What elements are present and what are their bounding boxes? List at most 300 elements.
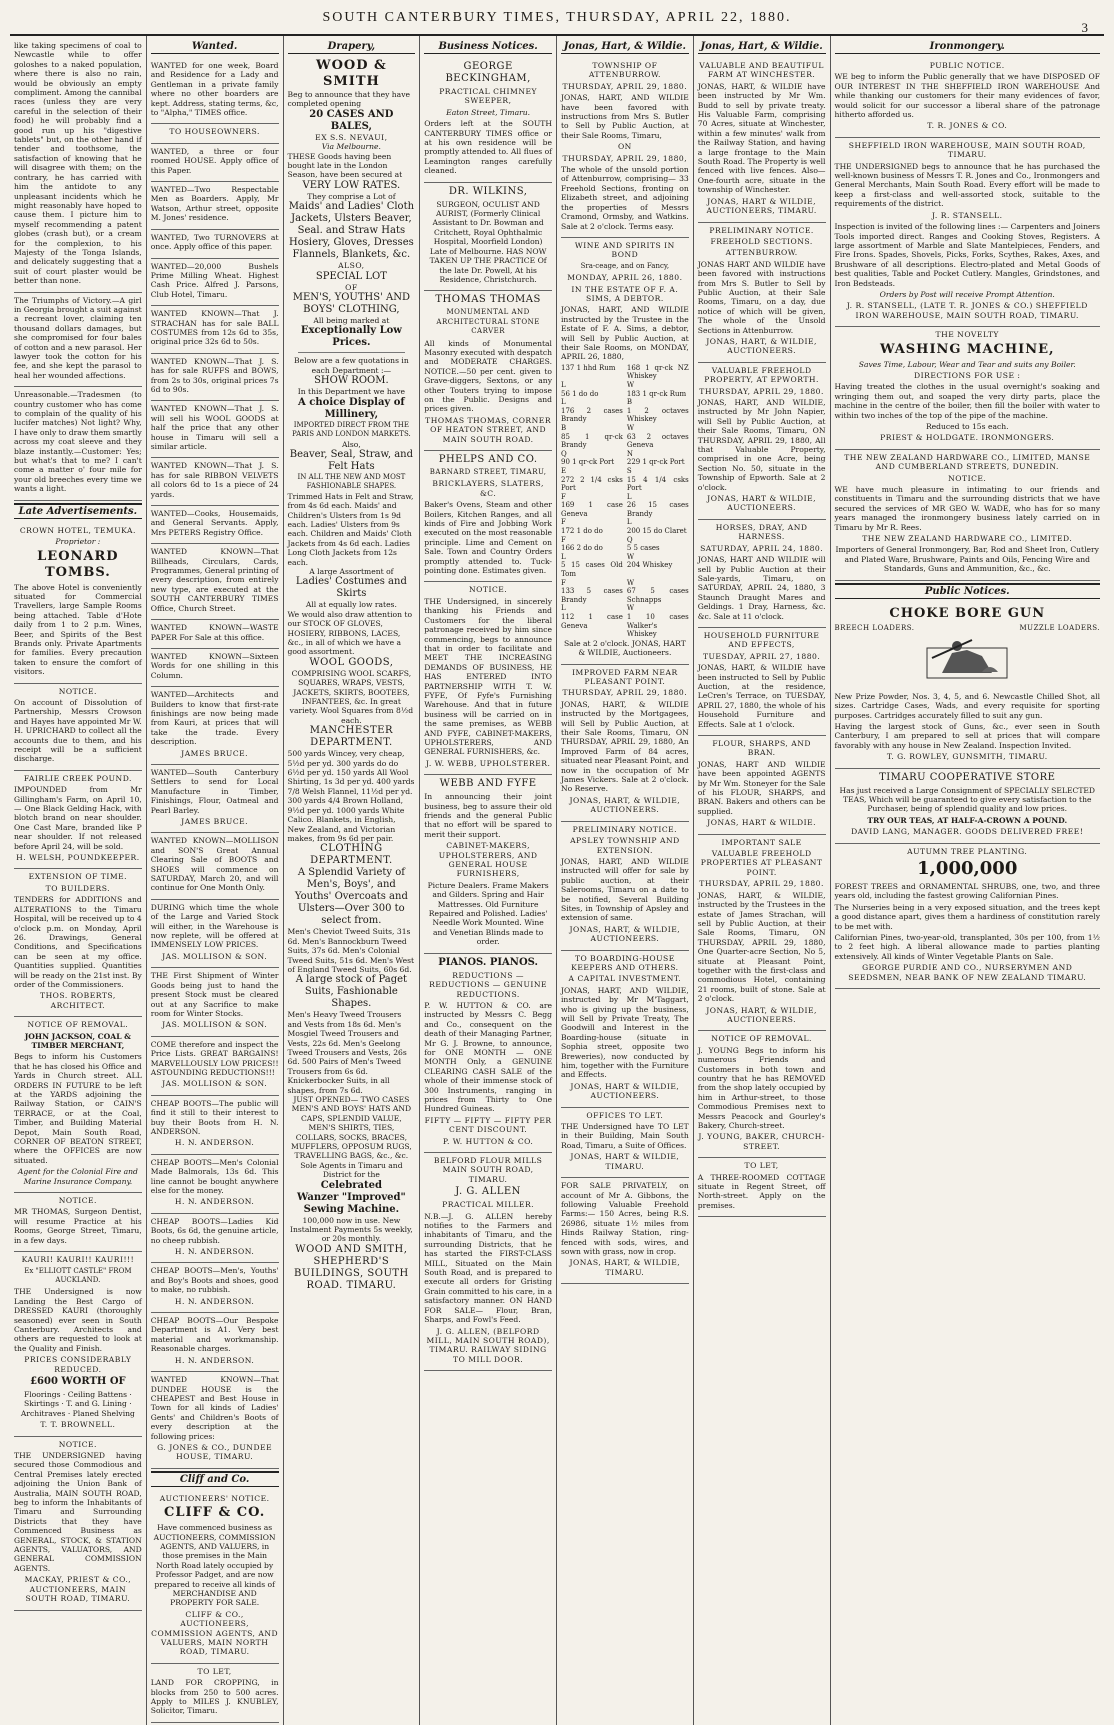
ad-signature: H. N. ANDERSON. <box>174 1247 255 1257</box>
ad-signature: DAVID LANG, MANAGER. GOODS DELIVERED FREE! <box>851 827 1084 837</box>
ad-body: The above Hotel is conveniently situated for Commercial Travellers, large Sample Rooms being attached. Table d'Hote daily from 1 to 2 p.m. Wines, Beer, and Spirits of the Best Brands only. Private Apartments for families. Every precaution taken to ensure the comfort of visitors. <box>14 582 142 677</box>
ad-title: CABINET-MAKERS, UPHOLSTERERS, AND GENERAL HOUSE FURNISHERS, <box>438 841 538 879</box>
ad-subtitle: Also, <box>341 439 361 449</box>
ad-body: Men's Heavy Tweed Trousers and Vests from 18s 6d. Men's Mosgiel Tweed Trousers and Vests, 22s 6d. Men's Geelong Tweed Trousers and Vests, 26s 6d. 500 Pairs of Men's Tweed Trousers from 6s 6d. Knickerbocker Suits, in all shapes, from 7s 6d. <box>287 1010 407 1095</box>
ad-headline: Exceptionally Low Prices. <box>300 325 402 349</box>
ad-subtitle: ATTENBURROW. <box>725 248 798 258</box>
ad-body: Men's Cheviot Tweed Suits, 31s 6d. Men's Bannockburn Tweed Suits, 37s 6d. Men's Colonial Tweed Suits, 51s 6d. Men's West of England Tweed Suits, 60s 6d. <box>287 927 415 974</box>
ad-signature: JAS. MOLLISON & SON. <box>162 1020 268 1030</box>
wine-entry: 63 2 octaves Geneva <box>626 432 689 450</box>
wine-entry: 112 1 case Geneva <box>561 613 623 630</box>
ad-signature: P. W. HUTTON & CO. <box>442 1136 534 1146</box>
ad-headline: Maids' and Ladies' Cloth Jackets, Ulsters Beaver, Seal. and Straw Hats Hosiery, Gloves, Dresses Flannels, Blankets, &c. <box>288 201 415 261</box>
ad-body: In this Department we have <box>297 387 406 397</box>
ad-body: JONAS, HART, & WILDIE instructed by the Mortgagees, will Sell by Public Auction, at their Sale Rooms, Timaru, ON THURSDAY, APRIL 29, 1880, An Improved Farm of 84 acres, situated near Pleasant Point, and now in the occupation of Mr James Vickers. Sale at 2 o'clock. No Reserve. <box>561 699 689 794</box>
ad-body: In announcing their joint business, beg to assure their old friends and the general Public that no effort will be spared to merit their support. <box>424 792 552 839</box>
ad-body: FOREST TREES and ORNAMENTAL SHRUBS, one, two, and three years old, including the fastest growing Californian Pines. <box>834 881 1100 901</box>
ad-subtitle: A large Assortment of <box>309 566 394 576</box>
ad-body: THE UNDERSIGNED having secured those Commodious and Central Premises lately erected adjoining the Union Bank of Australia, MAIN SOUTH ROAD, beg to inform the Inhabitants of Timaru and Surrounding Districts that they have Commenced Business as GENERAL, STOCK, & STATION AGENTS, VALUATORS, AND GENERAL COMMISSION AGENTS. <box>14 1451 142 1573</box>
ad-subtitle: THE NOVELTY <box>935 330 999 340</box>
ad-body: Having treated the clothes in the usual overnight's soaking and wringing them out, and soaped the very dirty parts, place the machine in the centre of the boiler, then fill the boiler with water to within two inches of the top of the pipe of the machine. <box>834 382 1100 420</box>
ad-title: VALUABLE AND BEAUTIFUL FARM AT WINCHESTER. <box>699 61 824 80</box>
ad-body: FOR SALE PRIVATELY, on account of Mr A. Gibbons, the following Valuable Freehold Farms:— 150 Acres, being R.S. 26986, situate 1½ miles from Hinds Railway Station, ring-fenced with sods, wires, and sown with grass, now in crop. <box>561 1181 689 1256</box>
ad-body: JONAS, HART, AND WILDIE, instructed by Mr M'Taggart, who is giving up the business, will Sell by Private Treaty, The Goodwill and Interest in the Boarding-house (situate in Sophia street, opposite two Breweries), now conducted by him, together with the Furniture and Effects. <box>561 985 689 1080</box>
section-heading: Drapery, <box>288 40 416 54</box>
ad-date: THURSDAY, APRIL 29, 1880. <box>699 879 824 889</box>
classified-ad: THE First Shipment of Winter Goods being just to hand the present Stock must be cleared out at any Sacrifice to make room for Winter Stocks. <box>150 971 279 1018</box>
ad-body: THESE Goods having been bought late in the London Season, have been secured at <box>287 151 403 180</box>
ad-signature: Sale at 2 o'clock. JONAS, HART & WILDIE, Auctioneers. <box>563 638 686 658</box>
ad-body: Having the largest stock of Guns, &c., ever seen in South Canterbury, I am prepared to sell at prices that will compare favorably with any house in New Zealand. Inspection Invited. <box>834 721 1100 750</box>
ad-signature: J. G. ALLEN, (BELFORD MILL, MAIN SOUTH ROAD), TIMARU. RAILWAY SIDING TO MILL DOOR. <box>426 1326 550 1364</box>
ad-subtitle: NOTICE. <box>948 473 987 483</box>
ad-title: TO LET, <box>197 1666 232 1676</box>
classified-ad: WANTED KNOWN—That J. S. has for sale RIBBON VELVETS all colors 6d to 1s a piece of 24 yards. <box>150 461 279 499</box>
ad-title: IN THE ESTATE OF F. A. SIMS, A DEBTOR. <box>571 284 679 303</box>
ad-signature: H. WELSH, POUNDKEEPER. <box>16 853 140 863</box>
ad-date: TUESDAY, APRIL 27, 1880. <box>702 651 821 661</box>
ad-title: NOTICE. <box>469 585 508 595</box>
column-7 <box>831 36 1105 1725</box>
ad-name: WOOD & SMITH <box>315 58 387 89</box>
ad-body: Sole Agents in Timaru and District for the <box>300 1160 403 1180</box>
ad-subtitle: All at equally low rates. <box>305 600 397 610</box>
ad-headline: Celebrated <box>320 1179 382 1191</box>
ad-signature: J. YOUNG, BAKER, CHURCH-STREET. <box>698 1132 825 1151</box>
ad-body: JONAS, HART, AND WILDIE have been favored with instructions from Mrs S. Butler to Sell by Public Auction, at their Sale Rooms, Timaru, <box>561 93 689 140</box>
classified-ad: WANTED KNOWN—That DUNDEE HOUSE is the CHEAPEST and Best House in Town for all kinds of Ladies' Gents' and Children's Boots of every description at the following prices: <box>150 1375 279 1441</box>
ad-name: J. G. ALLEN <box>455 1186 521 1198</box>
ad-title: FIFTY — FIFTY — FIFTY PER CENT DISCOUNT. <box>424 1115 552 1135</box>
ad-title: EXTENSION OF TIME. <box>28 872 128 882</box>
ad-name: LEONARD TOMBS. <box>37 548 119 580</box>
ad-body: WE have much pleasure in intimating to our friends and constituents in Timaru and the surrounding districts that we have secured the services of MR GEO W. WADE, who has for so many years managed the ironmongery business lately carried on in Timaru by Mr R. Rees. <box>834 485 1100 532</box>
article-paragraph: Unreasonable.—Tradesmen (to country customer who has come to complain of the quality of his lucifer matches) Not light? Why, I have only to draw them smartly across my coat sleeve and they blaze instantly.—Customer: Yes; but what's that to me? I can't come a matter o' four mile for your old breeches every time we wants a light. <box>14 390 142 494</box>
ad-title: THE NEW ZEALAND HARDWARE CO., LIMITED, MANSE AND CUMBERLAND STREETS, DUNEDIN. <box>844 452 1091 472</box>
ad-subtitle: ALSO, <box>338 261 365 271</box>
classified-ad: TO HOUSEOWNERS. <box>169 127 260 137</box>
ad-body: New Prize Powder, Nos. 3, 4, 5, and 6. Newcastle Chilled Shot, all sizes. Cartridge Cases, Wads, and every requisite for sporting purposes. Cartridges accurately filled to suit any gun. <box>834 691 1100 720</box>
ad-body: 100,000 now in use. New Instalment Payments 5s weekly, or 20s monthly. <box>290 1215 413 1244</box>
ad-title: TO BOARDING-HOUSE KEEPERS AND OTHERS. <box>571 953 679 972</box>
section-heading: Late Advertisements. <box>14 503 142 519</box>
classified-ad: CHEAP BOOTS—Ladies Kid Boots, 6s 6d, the genuine article, no cheep rubbish. <box>150 1216 279 1245</box>
wine-entry: W <box>626 552 635 561</box>
ad-subtitle: IMPORTED DIRECT FROM THE PARIS AND LONDON MARKETS. <box>292 420 411 439</box>
ad-name: THOMAS THOMAS <box>435 294 541 306</box>
ad-headline: VERY LOW RATES. <box>302 179 401 191</box>
ad-title: WINE AND SPIRITS IN BOND <box>574 240 675 260</box>
ad-headline: Ladies' Costumes and Skirts <box>295 576 407 600</box>
wine-entry: E <box>561 466 567 475</box>
wine-entry: 200 15 do Claret <box>626 527 687 536</box>
classified-ad: COME therefore and inspect the Price Lists. GREAT BARGAINS! MARVELLOUSLY LOW PRICES!! ASTOUNDING REDUCTIONS!!! <box>150 1039 279 1077</box>
wine-entry: 169 1 case Geneva <box>561 501 623 518</box>
ad-date: THURSDAY, APRIL 29, 1880. <box>562 81 688 91</box>
ad-signature: THE NEW ZEALAND HARDWARE CO., LIMITED. <box>862 534 1073 544</box>
ad-subtitle: Ex "ELLIOTT CASTLE" FROM AUCKLAND. <box>24 1266 132 1284</box>
ad-title: TRY OUR TEAS, AT HALF-A-CROWN A POUND. <box>867 815 1068 825</box>
wine-entry: N <box>626 449 633 458</box>
classified-ad: WANTED KNOWN—That J. S. will sell his WOOL GOODS at half the price that any other house in Timaru will sell a similar article. <box>150 404 279 451</box>
wine-entry: 176 2 cases Brandy <box>561 406 623 424</box>
ad-title: TOWNSHIP OF ATTENBURROW. <box>588 61 661 80</box>
column-6 <box>694 36 831 1725</box>
wine-entry: 67 5 cases Schnapps <box>626 587 689 604</box>
ad-name: JOHN JACKSON, COAL & TIMBER MERCHANT, <box>24 1031 132 1050</box>
ad-signature: JAMES BRUCE. <box>181 817 249 826</box>
ad-subtitle: Proprietor : <box>55 537 101 547</box>
ad-body: 500 yards Wincey, very cheap, 5½d per yd. 300 yards do do 6½d per yd. 150 yards All Wool Shirting, 1s 3d per yd. 400 yards 7/8 Welsh Flannel, 11½d per yd. 300 yards 4/4 Brown Holland, 9½d per yd. 1000 yards White Calico. Blankets, in English, New Zealand, and Victorian makes, from 9s 6d per pair. <box>287 749 415 843</box>
ad-body: A THREE-ROOMED COTTAGE situate in Regent Street, off North-street. Apply on the premises. <box>697 1172 826 1210</box>
ad-body: JONAS, HART, & WILDIE have been instructed to Sell by Public Auction, at the residence, LeCren's Terrace, on TUESDAY, APRIL 27, 1880, the whole of his Household Furniture and Effects. Sale at 1 o'clock. <box>697 663 826 729</box>
wine-entry: 229 1 qr-ck Port <box>626 458 685 467</box>
column-3 <box>284 36 421 1725</box>
column-1 <box>10 36 147 1725</box>
ad-signature: J. R. STANSELL, (LATE T. R. JONES & CO.) SHEFFIELD IRON WAREHOUSE, MAIN SOUTH ROAD, TIMARU. <box>846 301 1088 320</box>
ad-signature: THOMAS THOMAS, CORNER OF HEATON STREET, AND MAIN SOUTH ROAD. <box>425 415 552 444</box>
ad-signature: T. T. BROWNELL. <box>40 1420 116 1430</box>
ad-signature: JONAS, HART, & WILDIE, AUCTIONEERS. <box>569 924 681 944</box>
classified-ad: WANTED, Two TURNOVERS at once. Apply office of this paper. <box>150 232 279 252</box>
wine-entry: 90 1 qr-ck Port <box>561 458 615 467</box>
ad-title: FREEHOLD SECTIONS. <box>710 236 813 246</box>
ad-title: HORSES, DRAY, AND HARNESS. <box>715 522 808 542</box>
ad-headline: MANCHESTER DEPARTMENT. <box>309 725 393 749</box>
ad-body: They comprise a Lot of <box>307 191 396 201</box>
ad-headline: Beaver, Seal, Straw, and Felt Hats <box>289 448 414 472</box>
ad-body: Orders left at the SOUTH CANTERBURY TIMES office or at his own residence will be promptly attended to. All flues of Leamington ranges carefully cleaned. <box>424 119 552 176</box>
classified-ad: WANTED KNOWN—That J. S. has for sale RUFFS and BOWS, from 2s to 30s, original prices 7s 6d to 90s. <box>150 356 279 394</box>
ad-subtitle: VALUABLE FREEHOLD PROPERTIES AT PLEASANT POINT. <box>700 849 823 877</box>
ad-footnote: Orders by Post will receive Prompt Attention. <box>879 289 1055 299</box>
ad-body: The Nurseries being in a very exposed situation, and the trees kept a good distance apart, gives them a hardiness of constitution rarely to be met with. <box>834 902 1100 931</box>
classified-ad: CHEAP BOOTS—The public will find it still to their interest to buy their Boots from H. N. ANDERSON. <box>150 1098 279 1136</box>
column-4 <box>420 36 557 1725</box>
ad-headline: CLOTHING DEPARTMENT. <box>310 843 393 867</box>
ad-title: PRELIMINARY NOTICE. <box>709 225 814 235</box>
ad-headline: SPECIAL LOT <box>315 270 387 282</box>
ad-headline: Wanzer "Improved" Sewing Machine. <box>297 1191 406 1215</box>
ad-name: WEBB AND FYFE <box>439 778 537 790</box>
wine-entry: 133 5 cases Brandy <box>561 587 623 604</box>
ad-headline: TIMARU COOPERATIVE STORE <box>879 771 1056 783</box>
ad-subtitle: Saves Time, Labour, Wear and Tear and suits any Boiler. <box>858 359 1076 369</box>
ad-title: IMPORTANT SALE <box>721 837 802 847</box>
classified-ad: WANTED—Architects and Builders to know that first-rate finishings are now being made from Kauri, at prices that will take the trade. Every description. <box>150 690 279 747</box>
ad-subtitle: OF <box>345 282 358 292</box>
wine-entry: W <box>626 423 635 432</box>
ad-date: THURSDAY, APRIL 29, 1880. <box>562 688 688 698</box>
ad-title: IMPROVED FARM NEAR PLEASANT POINT. <box>572 667 678 686</box>
wine-entry: F <box>561 578 566 587</box>
section-heading: Jonas, Hart, & Wildie. <box>561 40 689 54</box>
ad-subtitle: IN ALL THE NEW AND MOST FASHIONABLE SHAPES. <box>297 472 406 491</box>
classified-ad: WANTED—Two Respectable Men as Boarders. Apply, Mr Watson, Arthur street, opposite M. Jones' residence. <box>150 185 279 223</box>
ad-title: SHEFFIELD IRON WAREHOUSE, MAIN SOUTH ROAD, TIMARU. <box>848 140 1086 160</box>
ad-title: OFFICES TO LET. <box>586 1110 664 1120</box>
ad-headline: A Splendid Variety of Men's, Boys', and Youths' Overcoats and Ulsters—Over 300 to select from. <box>294 867 408 927</box>
wine-entry: W <box>626 604 635 613</box>
ad-body: Has just received a Large Consignment of SPECIALLY SELECTED TEAS, Which will be guaranteed to give every satisfaction to the Purchaser, being of splendid quality and low prices. <box>839 785 1096 814</box>
wine-entry: L <box>626 518 632 527</box>
ad-headline: MEN'S, YOUTHS' AND BOYS' CLOTHING, <box>292 292 411 316</box>
ad-footnote: Agent for the Colonial Fire and Marine Insurance Company. <box>17 1167 138 1186</box>
ad-subtitle: Eaton Street, Timaru. <box>446 107 531 117</box>
newspaper-page <box>10 34 1104 1716</box>
ad-name: £600 WORTH OF <box>30 1375 126 1387</box>
wine-entry: 5 15 cases Old Tom <box>561 561 623 579</box>
ad-signature: JONAS, HART & WILDIE, TIMARU. <box>570 1152 680 1171</box>
ad-title: AUTUMN TREE PLANTING. <box>907 846 1028 856</box>
wine-entry: 56 1 do do <box>561 389 599 398</box>
ad-signature: JONAS, HART & WILDIE. <box>707 818 817 828</box>
ad-headline: PIANOS. PIANOS. <box>438 956 539 968</box>
wine-entry: 172 1 do do <box>561 527 603 536</box>
ad-title: PRACTICAL CHIMNEY SWEEPER, <box>439 87 538 106</box>
ad-name: CLIFF & CO. <box>163 1505 266 1521</box>
ad-headline: WASHING MACHINE, <box>879 341 1055 357</box>
wine-entry: 1 10 cases Walker's Whiskey <box>626 613 689 639</box>
ad-signature: THOS. ROBERTS, ARCHITECT. <box>40 991 116 1010</box>
classified-ad: WANTED—South Canterbury Settlers to send for Local Manufacture in Timber, Finishings, Flour, Oatmeal and Pearl Barley. <box>150 767 279 815</box>
ad-signature: JONAS, HART & WILDIE, AUCTIONEERS. <box>570 1081 680 1101</box>
ad-signature: JONAS, HART, & WILDIE, AUCTIONEERS. <box>569 795 681 815</box>
ad-title: NOTICE OF REMOVAL. <box>27 1020 129 1030</box>
ad-body: MR THOMAS, Surgeon Dentist, will resume Practice at his Rooms, George Street, Timaru, in a few days. <box>14 1207 142 1245</box>
ad-body: All kinds of Monumental Masonry executed with despatch and MODERATE CHARGES. NOTICE.—50 per cent. given to Grave-diggers, Sextons, or any other Touters trying to impose on the Public. Designs and prices given. <box>424 338 552 414</box>
wine-entry: S <box>626 466 632 475</box>
ad-signature: T. G. ROWLEY, GUNSMITH, TIMARU. <box>886 752 1048 762</box>
ad-signature: H. N. ANDERSON. <box>174 1197 255 1207</box>
ad-signature: J. R. STANSELL. <box>931 210 1003 220</box>
wine-entry: 1 2 octaves Whiskey <box>626 406 689 424</box>
classified-ad: WANTED—20,000 Bushels Prime Milling Wheat. Highest Cash Price. Alfred J. Parsons, Club Hotel, Timaru. <box>150 261 279 299</box>
wine-entry: 272 2 1/4 csks Port <box>561 475 623 493</box>
ad-subtitle: A CAPITAL INVESTMENT. <box>568 974 682 984</box>
ad-signature: JONAS, HART, & WILDIE, AUCTIONEERS. <box>706 1005 817 1024</box>
ad-body: Beg to announce that they have completed opening <box>287 90 410 109</box>
ad-title: NOTICE. <box>58 686 97 696</box>
wine-entry: W <box>626 578 635 587</box>
ad-body: LAND FOR CROPPING, in blocks from 250 to 500 acres. Apply to MILES J. KNUBLEY, Solicitor, Timaru. <box>150 1678 279 1716</box>
wine-list <box>561 364 689 639</box>
ad-title: CROWN HOTEL, TEMUKA. <box>19 525 136 535</box>
ad-body: Trimmed Hats in Felt and Straw, from 4s 6d each. Maids' and Children's Ulsters from 1s 9d each. Ladies' Ulsters from 9s each. Children and Maids' Cloth Jackets from 4s 6d each. Ladies Long Cloth Jackets from 12s each. <box>287 491 414 567</box>
ad-name: DR. WILKINS, <box>448 185 528 197</box>
ad-signature: JONAS, HART & WILDIE, AUCTIONEERS. <box>707 494 817 513</box>
ad-title: FAIRLIE CREEK POUND. <box>23 773 132 783</box>
wine-entry: W <box>626 380 635 389</box>
ad-signature: JAMES BRUCE. <box>181 748 249 758</box>
ad-body: All being marked at <box>313 316 390 326</box>
ad-body: Picture Dealers. Frame Makers and Gilders. Spring and Hair Mattresses. Old Furniture Repaired and Polished. Ladies' Needle Work Mounted. Wine and Venetian Blinds made to order. <box>427 880 549 947</box>
wine-entry: L <box>561 604 566 613</box>
ad-signature: PRIEST & HOLDGATE. IRONMONGERS. <box>880 433 1055 443</box>
ad-title: PUBLIC NOTICE. <box>929 61 1005 70</box>
ad-body: We would also draw attention to our STOCK OF GLOVES, HOSIERY, RIBBONS, LACES, &c., in all of which we have a good assortment. <box>287 609 413 657</box>
classified-ad: WANTED, a three or four roomed HOUSE. Apply office of this Paper. <box>150 146 279 175</box>
classified-ad: WANTED KNOWN—MOLLISON and SON'S Great Annual Clearing Sale of BOOTS and SHOES will commence on SATURDAY, March 20, and will continue for One Month Only. <box>150 836 279 893</box>
ad-body: JONAS, HART AND WILDIE will sell by Public Auction at their Sale-yards, Timaru, on SATURDAY, APRIL 24, 1880, 3 Staunch Draught Mares and Geldings. 1 Dray, Harness, &c. &c. Sale at 11 o'clock. <box>697 555 826 621</box>
ad-signature: JAS. MOLLISON & SON. <box>162 1079 268 1089</box>
ad-title: TO LET, <box>744 1161 779 1171</box>
masthead <box>0 0 1114 35</box>
ad-signature: H. N. ANDERSON. <box>174 1355 255 1365</box>
ad-name: GEORGE BECKINGHAM, <box>445 61 531 84</box>
wine-entry: 5 5 cases <box>626 544 660 553</box>
ad-title: AUCTIONEERS' NOTICE. <box>159 1493 270 1503</box>
ad-title: VALUABLE FREEHOLD PROPERTY, AT EPWORTH. <box>704 365 819 385</box>
section-heading: Ironmongery. <box>835 40 1101 54</box>
ad-signature: JONAS, HART & WILDIE, AUCTIONEERS, TIMARU. <box>706 196 817 216</box>
column-5 <box>557 36 694 1725</box>
wine-entry: 26 15 cases Brandy <box>626 501 689 518</box>
ad-body: JONAS, HART, AND WILDIE instructed will offer for sale by public auction, at their Salerooms, Timaru on a date to be notified, Several Building Sites, in Township of Apsley and extension of same. <box>561 856 689 923</box>
ad-title: DIRECTIONS FOR USE : <box>914 370 1021 380</box>
ad-subtitle: TO BUILDERS. <box>45 883 111 893</box>
classified-ad: WANTED—Cooks, Housemaids, and General Servants. Apply, Mrs PETERS Registry Office. <box>150 509 279 537</box>
ad-subtitle: EX S.S. NEVAUI, <box>315 132 388 142</box>
ad-signature: JONAS, HART, & WILDIE, AUCTIONEERS. <box>706 336 817 356</box>
classified-ad: WANTED for one week, Board and Residence for a Lady and Gentleman in a private family where no other boarders are kept. Address, stating terms, &c, to "Alpha," TIMES office. <box>150 61 279 118</box>
wine-entry: 15 4 1/4 csks Port <box>626 475 689 493</box>
ad-title: NOTICE. <box>58 1439 97 1449</box>
ad-subtitle: ON <box>617 142 632 152</box>
wine-entry: B <box>626 398 633 407</box>
ad-body: THE Undersigned, in sincerely thanking his Friends and Customers for the liberal patronage received by him since commencing, begs to announce that in order to facilitate and MEET THE INCREASING DEMANDS OF BUSINESS, HE HAS ENTERED INTO PARTNERSHIP WITH T. W. FYFE, Of Fyfe's Furnishing Warehouse. And that in future business will be carried on in the same premises, as WEBB AND FYFE, CABINET-MAKERS, UPHOLSTERERS, AND GENERAL FURNISHERS, &c. <box>424 596 552 757</box>
ad-body: The whole of the unsold portion of Attenburrow, comprising— 33 Freehold Sections, fronting on Elizabeth street, and adjoining the properties of Messrs Cramond, Ormsby, and Watkins. Sale at 2 o'clock. Terms easy. <box>561 165 689 231</box>
wine-entry: 85 1 qr-ck Brandy <box>561 432 623 450</box>
ad-signature: H. N. ANDERSON. <box>174 1138 255 1148</box>
ad-title: KAURI! KAURI!! KAURI!!! <box>21 1255 135 1265</box>
wine-entry: B <box>561 423 567 432</box>
ad-body: Baker's Ovens, Steam and other Boilers, Kitchen Ranges, and all kinds of Fire and Jobbing Work executed on the most reasonable principle. Lime and Cement on Sale. Town and Country Orders promptly attended to. Tuck-pointing done. Estimates given. <box>424 500 552 576</box>
ad-body: THE UNDERSIGNED begs to announce that he has purchased the well-known business of Messrs T. R. Jones and Co., Ironmongers and General Merchants, Main South Road. Every effort will be made to keep a first-class and well-assorted stock, suitable to the requirements of the district. <box>834 161 1100 209</box>
classified-ad: CHEAP BOOTS—Men's, Youths' and Boy's Boots and shoes, good to make, no rubbish. <box>150 1266 279 1295</box>
ad-body: Californian Pines, two-year-old, transplanted, 30s per 100, from 1½ to 2 feet high. A liberal allowance made to parties planting extensively. All kinds of Winter Vegetable Plants on Sale. <box>834 933 1100 961</box>
column-2 <box>147 36 284 1725</box>
ad-headline: WOOL GOODS, <box>309 656 394 668</box>
section-heading: Business Notices. <box>424 40 552 54</box>
ad-title: MONUMENTAL AND ARCHITECTURAL STONE CARVER <box>436 308 540 336</box>
wine-entry: F <box>561 535 566 544</box>
classified-ad: WANTED KNOWN—That Billheads, Circulars, Cards, Programmes, General printing of every description, from entirely new type, are executed at the SOUTH CANTERBURY TIMES Office, Church Street. <box>150 547 279 613</box>
ad-title: NOTICE. <box>58 1196 97 1206</box>
ad-title: APSLEY TOWNSHIP AND EXTENSION. <box>570 836 680 855</box>
ad-date: MONDAY, APRIL 26, 1880. <box>567 273 683 283</box>
ad-signature: T. R. JONES & CO. <box>927 121 1008 131</box>
ad-signature: H. N. ANDERSON. <box>174 1296 255 1306</box>
wine-entry: 168 1 qr-ck NZ Whiskey <box>626 363 689 381</box>
wine-entry: Q <box>626 535 633 544</box>
ad-headline: A large stock of Paget Suits, Fashionable Shapes. <box>295 974 408 1010</box>
wine-entry: L <box>561 380 566 389</box>
classified-ad: CHEAP BOOTS—Our Bespoke Department is A1. Very best material and workmanship. Reasonable charges. <box>150 1316 279 1354</box>
ad-body: TENDERS for ADDITIONS and ALTERATIONS to the Timaru Hospital, will be received up to 4 o'clock p.m. on Monday, April 26. Drawings, General Conditions, and Specifications can be seen at my office. Quantities supplied. Quantities will be ready on the 21st inst. By order of the Commissioners. <box>14 895 142 989</box>
wine-entry: L <box>626 492 632 501</box>
section-heading: Cliff and Co. <box>151 1471 279 1487</box>
ad-title: PRACTICAL MILLER. <box>442 1200 535 1210</box>
ad-body: COMPRISING WOOL SCARFS, SQUARES, WRAPS, VESTS, JACKETS, SKIRTS, BOOTEES, INFANTEES, &c. In great variety. Wool Squares from 8½d each. <box>289 668 414 725</box>
ad-date: THURSDAY, APRIL 29, 1880. <box>699 386 824 396</box>
ad-body: JONAS HART AND WILDIE have been favored with instructions from Mrs S. Butler to Sell by Public Auction, at their Sale Rooms, Timaru, on a day, due notice of which will be given, The whole of the Unsold Sections in Attenburrow. <box>697 259 826 335</box>
ad-subtitle: MUZZLE LOADERS. <box>1019 623 1100 632</box>
ad-title: BRICKLAYERS, SLATERS, &C. <box>432 479 544 498</box>
ad-body: Below are a few quotations in each Department :— <box>294 356 409 375</box>
ad-body: THE Undersigned have TO LET in their Building, Main South Road, Timaru, a Suite of Offices. <box>561 1122 689 1150</box>
ad-title: PRELIMINARY NOTICE. <box>572 824 678 834</box>
ad-body: Importers of General Ironmongery, Bar, Rod and Sheet Iron, Cutlery and Plated Ware, Brushware, Paints and Oils, Fencing Wire and Standards, Guns and Ammunition, &c., &c. <box>835 545 1099 574</box>
ad-name: PHELPS AND CO. <box>438 454 538 465</box>
ad-body: Inspection is invited of the following lines :— Carpenters and Joiners Tools imported direct. Ranges and Cooking Stoves, Registers. A large assortment of Marble and Slate Mantelpieces, Fenders, and Fire Irons. Spades, Shovels, Picks, Forks, Scythes, Rakes, Axes, and Brushware of all descriptions. Electro-plated and Metal Goods of best qualities, Table and Pocket Cutlery. Mangles, Grindstones, and Iron Bedsteads. <box>834 222 1100 288</box>
section-heading: Wanted. <box>151 40 279 54</box>
classified-ad: CHEAP BOOTS—Men's Colonial Made Balmorals, 13s 6d. This line cannot be bought anywhere else for the money. <box>150 1157 279 1195</box>
ad-signature: MACKAY, PRIEST & CO., AUCTIONEERS, MAIN SOUTH ROAD, TIMARU. <box>24 1575 132 1604</box>
page-number: 3 <box>1081 20 1090 35</box>
gunsmith-illustration-icon <box>922 628 1012 688</box>
classified-ad: WANTED KNOWN—Sixteen Words for one shilling in this Column. <box>150 651 279 680</box>
ad-body: Floorings · Ceiling Battens · Skirtings · T. and G. Lining · Architraves · Planed Shelving <box>20 1389 135 1418</box>
wine-entry: F <box>561 492 566 501</box>
wine-entry: L <box>561 552 566 561</box>
ad-headline: SHOW ROOM. <box>314 375 389 387</box>
masthead-title: SOUTH CANTERBURY TIMES, THURSDAY, APRIL 22, 1880. <box>322 10 792 25</box>
ad-headline: 20 CASES AND BALES, <box>309 108 394 132</box>
ad-body: JONAS, HART, & WILDIE have been instructed by Mr Wm. Budd to sell by private treaty. His Valuable Farm, comprising 70 Acres, situate at Winchester, within a few minutes' walk from the Railway Station, and having a large frontage to the Main South Road. The Property is well fenced with live fences. Also— One-fourth acre, situate in the township of Winchester. <box>697 81 826 195</box>
classified-ad: DURING which time the whole of the Large and Varied Stock will either, in the Warehouse is now replete, will be offered at IMMENSELY LOW PRICES. <box>150 902 279 950</box>
ad-signature: WOOD AND SMITH, SHEPHERD'S BUILDINGS, SOUTH ROAD. TIMARU. <box>293 1243 409 1291</box>
ad-body: JONAS, HART, AND WILDIE instructed by the Trustee in the Estate of F. A. Sims, a debtor, will Sell by Public Auction, at their Sale Rooms, on MONDAY, APRIL 26, 1880, <box>561 305 689 362</box>
ad-signature: CLIFF & CO., AUCTIONEERS, COMMISSION AGENTS, AND VALUERS, MAIN NORTH ROAD, TIMARU. <box>151 1609 279 1657</box>
ad-body: Have commenced business as AUCTIONEERS, COMMISSION AGENTS, AND VALUERS, in those premises in the Main North Road lately occupied by Professor Padget, and are now prepared to receive all kinds of MERCHANDISE AND PROPERTY FOR SALE. <box>153 1523 276 1608</box>
ad-headline: 1,000,000 <box>917 857 1018 879</box>
wine-entry: 166 2 do do <box>561 544 603 553</box>
wine-entry: 137 1 hhd Rum <box>561 363 616 372</box>
ad-date: THURSDAY, APRIL 29, 1880, <box>562 153 688 163</box>
ad-date: SATURDAY, APRIL 24, 1880. <box>700 543 824 553</box>
ad-signature: J. W. WEBB, UPHOLSTERER. <box>425 758 551 768</box>
ad-body: WE beg to inform the Public generally that we have DISPOSED OF OUR INTEREST IN THE SHEFFIELD IRON WAREHOUSE And while thanking our customers for their many evidences of favor, would solicit for our successor a liberal share of the patronage hitherto afforded us. <box>834 72 1100 120</box>
ad-title: BELFORD FLOUR MILLS MAIN SOUTH ROAD, TIMARU. <box>433 1156 543 1184</box>
wine-entry: L <box>561 398 566 407</box>
ad-title: HOUSEHOLD FURNITURE AND EFFECTS, <box>703 630 820 650</box>
wine-entry: Q <box>561 449 567 458</box>
ad-headline: A choice Display of Millinery, <box>298 396 405 420</box>
ad-body: JUST OPENED— TWO CASES MEN'S AND BOYS' HATS AND CAPS, SPLENDID VALUE, MEN'S SHIRTS, TIES, COLLARS, SOCKS, BRACES, MUFFLERS, OPPOSUM RUGS, TRAVELLING BAGS, &c., &c. <box>290 1095 412 1161</box>
classified-ad: WANTED KNOWN—WASTE PAPER For Sale at this office. <box>150 623 279 642</box>
ad-body: JONAS, HART, & WILDIE, instructed by the Trustees in the estate of James Strachan, will sell by Public Auction, at their Sale Rooms, Timaru, ON THURSDAY, APRIL 29, 1880, One Quarter-acre Section, No 5, situate at Pleasant Point, together with the first-class and commodious Hotel, containing 21 rooms, built of stone. Sale at 2 o'clock. <box>697 890 826 1004</box>
ad-body: N.B.—J. G. ALLEN hereby notifies to the Farmers and inhabitants of Timaru, and the surrounding Districts, that he has started the FIRST-CLASS MILL, Situated on the Main South Road, and is prepared to execute all orders for Gristing Grain committed to his care, in a satisfactory manner. ON HAND FOR SALE— Flour, Bran, Sharps, and Fowl's Feed. <box>424 1211 552 1325</box>
section-heading: Public Notices. <box>835 583 1101 599</box>
ad-body: THE Undersigned is now Landing the Best Cargo of DRESSED KAURI (thoroughly seasoned) ever seen in South Canterbury. Architects and others are requested to look at the Quality and Finish. <box>14 1287 142 1353</box>
ad-signature: JONAS, HART, & WILDIE, TIMARU. <box>569 1258 681 1277</box>
ad-title: PRICES CONSIDERABLY REDUCED. <box>24 1355 132 1374</box>
ad-body: JONAS, HART, AND WILDIE, instructed by Mr John Napier, will Sell by Public Auction, at their Sale Rooms, Timaru, ON THURSDAY, APRIL 29, 1880, All that Valuable Property, comprised in one Acre, being Section No. 50, situate in the Township of Epworth. Sale at 2 o'clock. <box>697 398 826 492</box>
article-paragraph: like taking specimens of coal to Newcastle while to offer goloshes to a naked population, where there is also no rain, would be obviously an empty compliment. Among the cannibal races (unless they are very careful in the selection of their food) he will probably find a good run up his "digestive tablets" but, on the other hand if tender and toothsome, the satisfaction of knowing that he will disagree with them; on the contrary, he has carried with him the antidote to any unpleasant incidents which he might reasonably have hoped to cause them. I picture him to myself recommending a patent globes (crash but), or a cream for the complexion, to his Majesty of the Tonga Islands, and delicately suggesting that a suit of court plaster would be better than none. <box>14 41 142 286</box>
ad-subtitle: BREECH LOADERS. <box>834 623 915 632</box>
ad-body: JONAS, HART AND WILDIE have been appointed AGENTS by Mr Wm. Stoneyer for the Sale of his FLOUR, SHARPS, and BRAN. Bakers and others can be supplied. <box>697 759 826 816</box>
classified-ad: WANTED KNOWN—That J. STRACHAN has for sale BALL COSTUMES from 12s 6d to 35s, original price 32s 6d to 50s. <box>150 309 279 347</box>
section-heading: Jonas, Hart, & Wildie. <box>698 40 826 54</box>
article-paragraph: The Triumphs of Victory.—A girl in Georgia brought a suit against a recreant lover, claiming ten thousand dollars damages, but she compromised for four bales of cotton and a new parasol. Her lawyer took the cotton for his fee, and she kept the parasol to heal her wounded affections. <box>14 295 142 380</box>
ad-body: J. YOUNG Begs to inform his numerous Friends and Customers in both town and country that he has REMOVED from the shop lately occupied by him in Arthur-street, to those Commodious Premises next to Messrs Peacock and Gourley's Bakery, Church-street. <box>697 1045 826 1131</box>
ad-body: SURGEON, OCULIST AND AURIST, (Formerly Clinical Assistant to Dr. Bowman and Critchett, Royal Ophthalmic Hospital, Moorfield London) Late of Melbourne. HAS NOW TAKEN UP THE PRACTICE Of the late Dr. Powell, At his Residence, Christchurch. <box>429 199 547 284</box>
ad-footnote: Reduced to 15s each. <box>925 422 1009 431</box>
ad-body: IMPOUNDED from Mr Gillingham's Farm, on April 10,— One Black Gelding Hack, with blotch brand on near shoulder. One Cast Mare, branded like P near shoulder. If not released before April 24, will be sold. <box>14 785 142 851</box>
ad-subtitle: Sra-ceage, and on Fancy, <box>580 261 670 270</box>
ad-signature: G. JONES & CO., DUNDEE HOUSE, TIMARU. <box>157 1442 273 1462</box>
